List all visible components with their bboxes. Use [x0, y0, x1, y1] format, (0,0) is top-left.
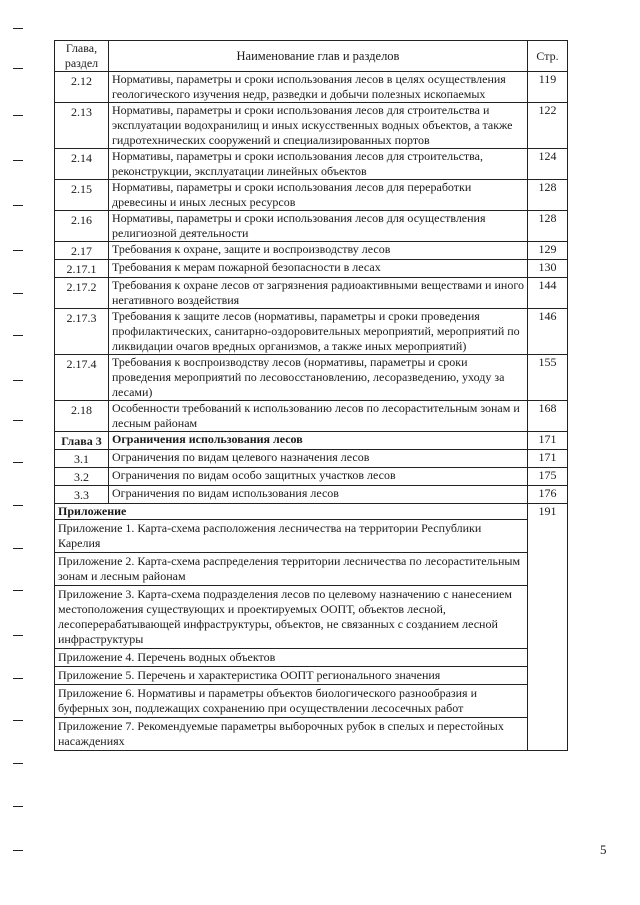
toc-row-page: 124: [528, 149, 568, 180]
toc-row-page: 129: [528, 242, 568, 260]
toc-row-number: 2.17.3: [55, 309, 109, 355]
toc-row-page: 119: [528, 72, 568, 103]
appendix-title: Приложение: [55, 504, 528, 520]
toc-row-title: Нормативы, параметры и сроки использования лесов для переработки древесины и иных лесных ресурсов: [109, 180, 528, 211]
toc-row-page: 144: [528, 278, 568, 309]
toc-row-number: 2.17.1: [55, 260, 109, 278]
toc-row-number: 2.18: [55, 401, 109, 432]
table-of-contents: [54, 40, 568, 751]
toc-row: [55, 72, 568, 103]
toc-row-page: 146: [528, 309, 568, 355]
toc-row-title: Особенности требований к использованию лесов по лесорастительным зонам и лесным районам: [109, 401, 528, 432]
margin-tick: [13, 763, 23, 764]
toc-row: [55, 355, 568, 401]
toc-row-number: 2.14: [55, 149, 109, 180]
margin-tick: [13, 635, 23, 636]
margin-tick: [13, 335, 23, 336]
margin-tick: [13, 250, 23, 251]
toc-row-number: 2.13: [55, 103, 109, 149]
toc-row-page: 176: [528, 486, 568, 504]
toc-row: [55, 211, 568, 242]
toc-row-page: 128: [528, 180, 568, 211]
margin-tick: [13, 115, 23, 116]
toc-row-page: 122: [528, 103, 568, 149]
toc-row-number: 2.17: [55, 242, 109, 260]
appendix-item: Приложение 3. Карта-схема подразделения лесов по целевому назначению с нанесением местоположения существующих и проектируемых ООПТ, объектов лесной, лесоперерабатывающей инфраструктуры, объектов, не связанных с созданием лесной инфраструктуры: [55, 586, 527, 649]
toc-row-page: 130: [528, 260, 568, 278]
toc-row-page: 155: [528, 355, 568, 401]
appendix-item: Приложение 5. Перечень и характеристика ООПТ регионального значения: [55, 667, 527, 685]
appendix-item: Приложение 1. Карта-схема расположения лесничества на территории Республики Карелия: [55, 520, 527, 553]
toc-row: [55, 486, 568, 504]
appendix-item: Приложение 4. Перечень водных объектов: [55, 649, 527, 667]
margin-tick: [13, 806, 23, 807]
toc-row-number: 3.2: [55, 468, 109, 486]
toc-row: [55, 180, 568, 211]
appendix-item: Приложение 7. Рекомендуемые параметры выборочных рубок в спелых и перестойных насаждениях: [58, 719, 504, 748]
toc-row-number: 2.16: [55, 211, 109, 242]
toc-row: [55, 401, 568, 432]
toc-row-number: 2.12: [55, 72, 109, 103]
toc-row-page: 171: [528, 450, 568, 468]
margin-tick: [13, 850, 23, 851]
toc-row: [55, 103, 568, 149]
toc-row-number: Глава 3: [55, 432, 109, 450]
appendix-heading-row: [55, 504, 568, 520]
toc-header-row: [55, 41, 568, 72]
margin-tick: [13, 28, 23, 29]
toc-row: [55, 432, 568, 450]
toc-row-title: Требования к охране, защите и воспроизводству лесов: [109, 242, 528, 260]
toc-row-page: 128: [528, 211, 568, 242]
toc-row-number: 2.15: [55, 180, 109, 211]
margin-tick: [13, 548, 23, 549]
toc-row-title: Нормативы, параметры и сроки использования лесов для строительства, реконструкции, эксплуатации линейных объектов: [109, 149, 528, 180]
toc-row-title: Требования к мерам пожарной безопасности в лесах: [109, 260, 528, 278]
toc-row-title: Ограничения по видам особо защитных участков лесов: [109, 468, 528, 486]
toc-row-title: Нормативы, параметры и сроки использования лесов для строительства и эксплуатации водохранилищ и иных искусственных водных объектов, а также гидротехнических сооружений и специализированных портов: [109, 103, 528, 149]
page-number: 5: [600, 842, 607, 857]
toc-row-title: Ограничения по видам использования лесов: [109, 486, 528, 504]
toc-row: [55, 149, 568, 180]
toc-row: [55, 450, 568, 468]
header-chapter-title: Наименование глав и разделов: [109, 41, 528, 72]
toc-body: [55, 72, 568, 504]
toc-row: [55, 468, 568, 486]
toc-row-title: Требования к защите лесов (нормативы, параметры и сроки проведения профилактических, санитарно-оздоровительных мероприятий, мероприятий по ликвидации очагов вредных организмов, а также иных мероприятий): [109, 309, 528, 355]
margin-tick: [13, 505, 23, 506]
toc-row-title: Требования к охране лесов от загрязнения радиоактивными веществами и иного негативного воздействия: [109, 278, 528, 309]
margin-tick: [13, 205, 23, 206]
toc-row-title: Ограничения использования лесов: [109, 432, 528, 450]
appendix-items-row: [55, 520, 568, 751]
toc-row-title: Требования к воспроизводству лесов (нормативы, параметры и сроки проведения мероприятий по лесовосстановлению, лесоразведению, уходу за лесами): [109, 355, 528, 401]
appendix-item: Приложение 2. Карта-схема распределения территории лесничества по лесорастительным зонам и лесным районам: [55, 553, 527, 586]
toc-row: [55, 260, 568, 278]
margin-tick: [13, 160, 23, 161]
margin-tick: [13, 678, 23, 679]
margin-tick: [13, 420, 23, 421]
toc-row-number: 3.1: [55, 450, 109, 468]
header-chapter-section: Глава, раздел: [55, 41, 109, 72]
toc-row-page: 175: [528, 468, 568, 486]
toc-row: [55, 278, 568, 309]
toc-row-number: 3.3: [55, 486, 109, 504]
margin-tick: [13, 68, 23, 69]
margin-tick: [13, 293, 23, 294]
toc-row: [55, 242, 568, 260]
appendix-item: Приложение 6. Нормативы и параметры объектов биологического разнообразия и буферных зон, подлежащих сохранению при осуществлении лесосечных работ: [55, 685, 527, 718]
margin-tick: [13, 720, 23, 721]
toc-row-page: 168: [528, 401, 568, 432]
appendix-items: [55, 520, 528, 751]
margin-tick: [13, 462, 23, 463]
toc-row-page: 171: [528, 432, 568, 450]
appendix-page: 191: [528, 504, 568, 751]
toc-row: [55, 309, 568, 355]
margin-tick: [13, 380, 23, 381]
header-page: Стр.: [528, 41, 568, 72]
binding-margin-marks: [0, 0, 40, 905]
toc-row-title: Нормативы, параметры и сроки использования лесов в целях осуществления геологического изучения недр, разведки и добычи полезных ископаемых: [109, 72, 528, 103]
margin-tick: [13, 590, 23, 591]
toc-row-number: 2.17.2: [55, 278, 109, 309]
appendix-section: [55, 504, 568, 751]
toc-row-title: Ограничения по видам целевого назначения лесов: [109, 450, 528, 468]
toc-row-title: Нормативы, параметры и сроки использования лесов для осуществления религиозной деятельности: [109, 211, 528, 242]
toc-row-number: 2.17.4: [55, 355, 109, 401]
